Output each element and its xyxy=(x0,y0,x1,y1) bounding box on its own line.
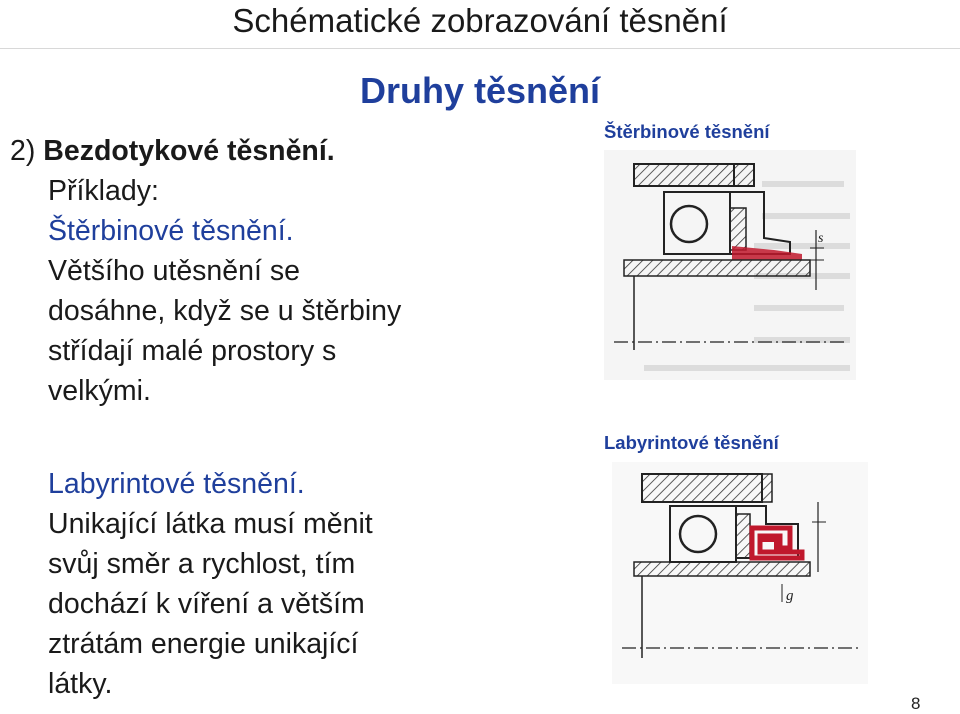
labyrinth-seal-caption: Labyrintové těsnění xyxy=(604,432,779,453)
labyrinth-seal-drawing xyxy=(612,462,868,684)
page-number: 8 xyxy=(911,694,921,713)
gap-seal-text-line: Většího utěsnění se xyxy=(48,255,300,287)
gap-seal-text-line: velkými. xyxy=(48,375,151,407)
bezdotykove-section xyxy=(10,131,401,411)
section-heading: 2) Bezdotykové těsnění. xyxy=(10,135,335,167)
labyrinth-seal-text-line: Unikající látka musí měnit xyxy=(48,508,373,540)
labyrinth-seal-text-line: látky. xyxy=(48,668,113,700)
gap-seal-drawing xyxy=(604,150,856,380)
labyrinth-seal-text-line: ztrátám energie unikající xyxy=(48,628,359,660)
gap-seal-heading: Štěrbinové těsnění. xyxy=(48,215,294,247)
examples-label: Příklady: xyxy=(48,175,159,207)
labyrinth-seal-heading: Labyrintové těsnění. xyxy=(48,468,305,500)
slide-title: Schématické zobrazování těsnění xyxy=(232,2,728,39)
labyrinth-section xyxy=(10,464,373,704)
gap-seal-text-line: dosáhne, když se u štěrbiny xyxy=(48,295,402,327)
title-divider xyxy=(0,48,960,49)
gap-seal-caption: Štěrbinové těsnění xyxy=(604,121,770,142)
gap-seal-text-line: střídají malé prostory s xyxy=(48,335,337,367)
labyrinth-seal-text-line: dochází k víření a větším xyxy=(48,588,365,620)
slide-subtitle: Druhy těsnění xyxy=(359,70,601,111)
labyrinth-seal-text-line: svůj směr a rychlost, tím xyxy=(48,548,356,580)
labyrinth-dimension-label: g xyxy=(786,588,794,604)
gap-dimension-label: s xyxy=(818,231,824,246)
